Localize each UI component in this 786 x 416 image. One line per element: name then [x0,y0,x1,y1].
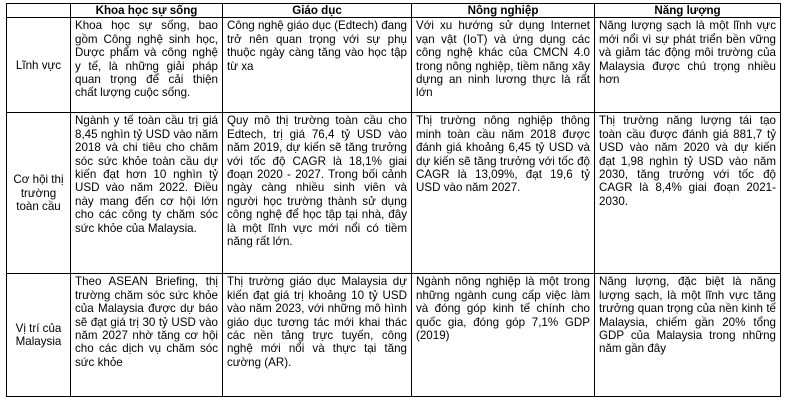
comparison-table [6,3,781,397]
table-cell: Năng lượng, đặc biệt là năng lượng sạch, là một lĩnh vực tăng trưởng quan trọng của nền kinh tế Malaysia, chiếm gần 20% tổng GDP của Malaysia trong những năm gần đây [595,274,781,397]
table-cell: Ngành y tế toàn cầu trị giá 8,45 nghìn tỷ USD vào năm 2018 và chi tiêu cho chăm sóc sức khỏe toàn cầu dự kiến đạt hơn 10 nghìn tỷ USD vào năm 2022. Điều này mang đến cơ hội lớn cho các công ty chăm sóc sức khỏe của Malaysia. [71,113,223,274]
column-header-education: Giáo dục [223,4,412,18]
table-cell: Theo ASEAN Briefing, thị trường chăm sóc sức khỏe của Malaysia được dự báo sẽ đạt giá trị 30 tỷ USD vào năm 2027 nhờ tăng cơ hội cho các dịch vụ chăm sóc sức khỏe [71,274,223,397]
table-cell: Công nghệ giáo dục (Edtech) đang trở nên quan trọng với sự phụ thuộc ngày càng tăng vào học tập từ xa [223,18,412,113]
row-header-malaysia-position: Vị trí của Malaysia [7,274,71,397]
table-cell: Thị trường nông nghiệp thông minh toàn cầu năm 2018 được đánh giá khoảng 6,45 tỷ USD và dự kiến sẽ tăng trưởng với tốc độ CAGR là 13,09%, đạt 19,6 tỷ USD vào năm 2027. [412,113,595,274]
table-cell: Với xu hướng sử dụng Internet vạn vật (IoT) và ứng dụng các công nghệ khác của CMCN 4.0 trong nông nghiệp, tiềm năng xây dựng an ninh lương thực là rất lớn [412,18,595,113]
corner-header-cell [7,4,71,18]
row-header-sector: Lĩnh vực [7,18,71,113]
table-cell: Khoa học sự sống, bao gồm Công nghệ sinh học, Dược phẩm và công nghệ y tế, là những giải pháp quan trọng để cải thiện chất lượng cuộc sống. [71,18,223,113]
column-header-agriculture: Nông nghiệp [412,4,595,18]
table-row [7,113,781,274]
column-header-energy: Năng lượng [595,4,781,18]
row-header-global-market: Cơ hội thị trường toàn cầu [7,113,71,274]
table-cell: Năng lượng sạch là một lĩnh vực mới nổi vì sự phát triển bền vững và giảm tác động môi trường của Malaysia được chú trọng nhiều hơn [595,18,781,113]
table-cell: Thị trường giáo dục Malaysia dự kiến đạt giá trị khoảng 10 tỷ USD vào năm 2023, với những mô hình giáo dục tương tác mới khai thác các nền tảng trực tuyến, công nghệ mới nổi và thực tại tăng cường (AR). [223,274,412,397]
table-row [7,274,781,397]
table-cell: Quy mô thị trường toàn cầu cho Edtech, trị giá 76,4 tỷ USD vào năm 2019, dự kiến sẽ tăng trưởng với tốc độ CAGR là 18,1% giai đoạn 2020 - 2027. Trong bối cảnh ngày càng nhiều sinh viên và người học trường thành sử dụng công nghệ để học tập tại nhà, đây là một lĩnh vực mới nổi có tiềm năng rất lớn. [223,113,412,274]
table-cell: Ngành nông nghiệp là một trong những ngành cung cấp việc làm và đóng góp kinh tế chính cho quốc gia, đóng góp 7,1% GDP (2019) [412,274,595,397]
header-row [7,4,781,18]
table-row [7,18,781,113]
table-cell: Thị trường năng lượng tái tạo toàn cầu được đánh giá 881,7 tỷ USD vào năm 2020 và dự kiến đạt 1,98 nghìn tỷ USD vào năm 2030, tăng trưởng với tốc độ CAGR là 8,4% giai đoạn 2021-2030. [595,113,781,274]
column-header-life-sciences: Khoa học sự sống [71,4,223,18]
